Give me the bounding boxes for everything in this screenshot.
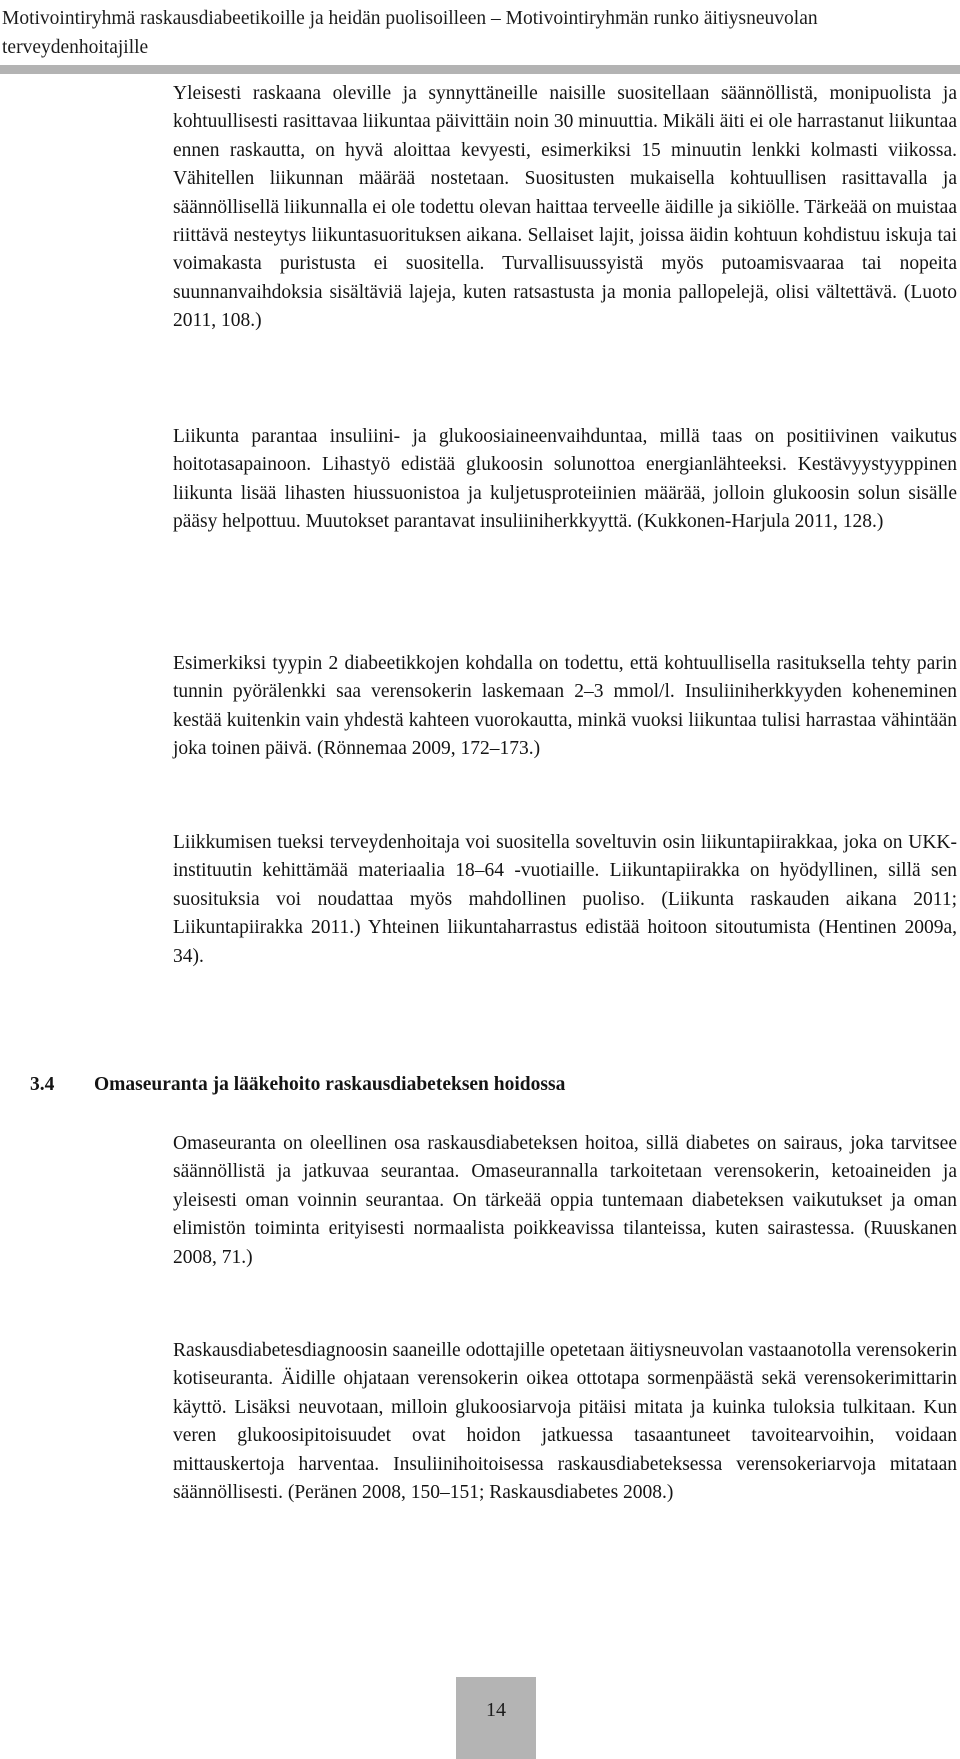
paragraph-text: Omaseuranta on oleellinen osa raskausdiabeteksen hoitoa, sillä diabetes on sairaus, joka tarvitsee säännöllistä ja jatkuvaa seurantaa. Omaseurannalla tarkoitetaan verensokerin, ketoaineiden ja yleisesti oman voinnin seurantaa. On tärkeää oppia tuntemaan diabeteksen vaikutukset ja oman elimistön toiminta erityisesti normaalista poikkeavissa tilanteissa, kuten sairastessa. (Ruuskanen 2008, 71.) <box>173 1133 957 1268</box>
paragraph-text: Liikunta parantaa insuliini- ja glukoosiaineenvaihduntaa, millä taas on positiivinen vaikutus hoitotasapainoon. Lihastyö edistää glukoosin solunottoa energianlähteeksi. Kestävyystyyppinen liikunta lisää lihasten hiussuonistoa ja kuljetusproteiinien määrää, jolloin glukoosin solun sisälle pääsy helpottuu. Muutokset parantavat insuliiniherkkyyttä. (Kukkonen-Harjula 2011, 128.) <box>173 426 957 533</box>
page-number-box <box>456 1677 536 1759</box>
paragraph-home-monitoring <box>173 1337 957 1507</box>
paragraph-text: Raskausdiabetesdiagnoosin saaneille odottajille opetetaan äitiysneuvolan vastaanotolla verensokerin kotiseuranta. Äidille ohjataan verensokerin oikea ottotapa sormenpäästä sekä verensokerimittarin käyttö. Lisäksi neuvotaan, milloin glukoosiarvoja pitäisi mitata ja kuinka tuloksia tulkitaan. Kun veren glukoosipitoisuudet ovat hoidon jatkuessa tasaantuneet tavoitearvoihin, voidaan mittauskertoja harventaa. Insuliinihoitoisessa raskausdiabeteksessa verensokeriarvoja mitataan säännöllisesti. (Peränen 2008, 150–151; Raskausdiabetes 2008.) <box>173 1340 957 1504</box>
header-rule <box>0 65 960 74</box>
section-number: 3.4 <box>30 1074 55 1095</box>
paragraph-type2-example <box>173 650 957 764</box>
page-number: 14 <box>486 1699 506 1721</box>
section-heading <box>30 1071 930 1099</box>
paragraph-text: Esimerkiksi tyypin 2 diabeetikkojen kohdalla on todettu, että kohtuullisella rasituksella tehty parin tunnin pyörälenkki saa verensokerin laskemaan 2–3 mmol/l. Insuliiniherkkyyden koheneminen kestää kuitenkin vain yhdestä kahteen vuorokautta, minkä vuoksi liikuntaa tulisi harrastaa vähintään joka toinen päivä. (Rönnemaa 2009, 172–173.) <box>173 653 957 760</box>
paragraph-insulin-metabolism <box>173 423 957 537</box>
paragraph-self-monitoring <box>173 1130 957 1272</box>
paragraph-exercise-pie <box>173 829 957 971</box>
paragraph-text: Liikkumisen tueksi terveydenhoitaja voi suositella soveltuvin osin liikuntapiirakkaa, joka on UKK-instituutin kehittämää materiaalia 18–64 -vuotiaille. Liikuntapiirakka on hyödyllinen, sillä sen suosituksia voi noudattaa myös mahdollinen puoliso. (Liikunta raskauden aikana 2011; Liikuntapiirakka 2011.) Yhteinen liikuntaharrastus edistää hoitoon sitoutumista (Hentinen 2009a, 34). <box>173 832 957 967</box>
running-header-title: Motivointiryhmä raskausdiabeetikoille ja heidän puolisoilleen – Motivointiryhmän runko äitiysneuvolan terveydenhoitajille <box>2 8 818 58</box>
section-title: Omaseuranta ja lääkehoito raskausdiabeteksen hoidossa <box>94 1074 566 1095</box>
paragraph-text: Yleisesti raskaana oleville ja synnyttäneille naisille suositellaan säännöllistä, monipuolista ja kohtuullisesti rasittavaa liikuntaa päivittäin noin 30 minuuttia. Mikäli äiti ei ole harrastanut liikuntaa ennen raskautta, on hyvä aloittaa kevyesti, esimerkiksi 15 minuutin lenkki kolmasti viikossa. Vähitellen liikunnan määrää nostetaan. Suositusten mukaisella kohtuullisen rasittavalla ja säännöllisellä liikunnalla ei ole todettu olevan haittaa terveelle äidille ja sikiölle. Tärkeää on muistaa riittävä nesteytys liikuntasuorituksen aikana. Sellaiset lajit, joissa äidin kohtuun kohdistuu iskuja tai voimakasta puristusta ei suositella. Turvallisuussyistä myös putoamisvaaraa tai nopeita suunnanvaihdoksia sisältäviä lajeja, kuten ratsastusta ja monia pallopelejä, olisi vältettävä. (Luoto 2011, 108.) <box>173 83 957 332</box>
paragraph-exercise-recommendations <box>173 80 957 336</box>
running-header <box>0 0 960 78</box>
